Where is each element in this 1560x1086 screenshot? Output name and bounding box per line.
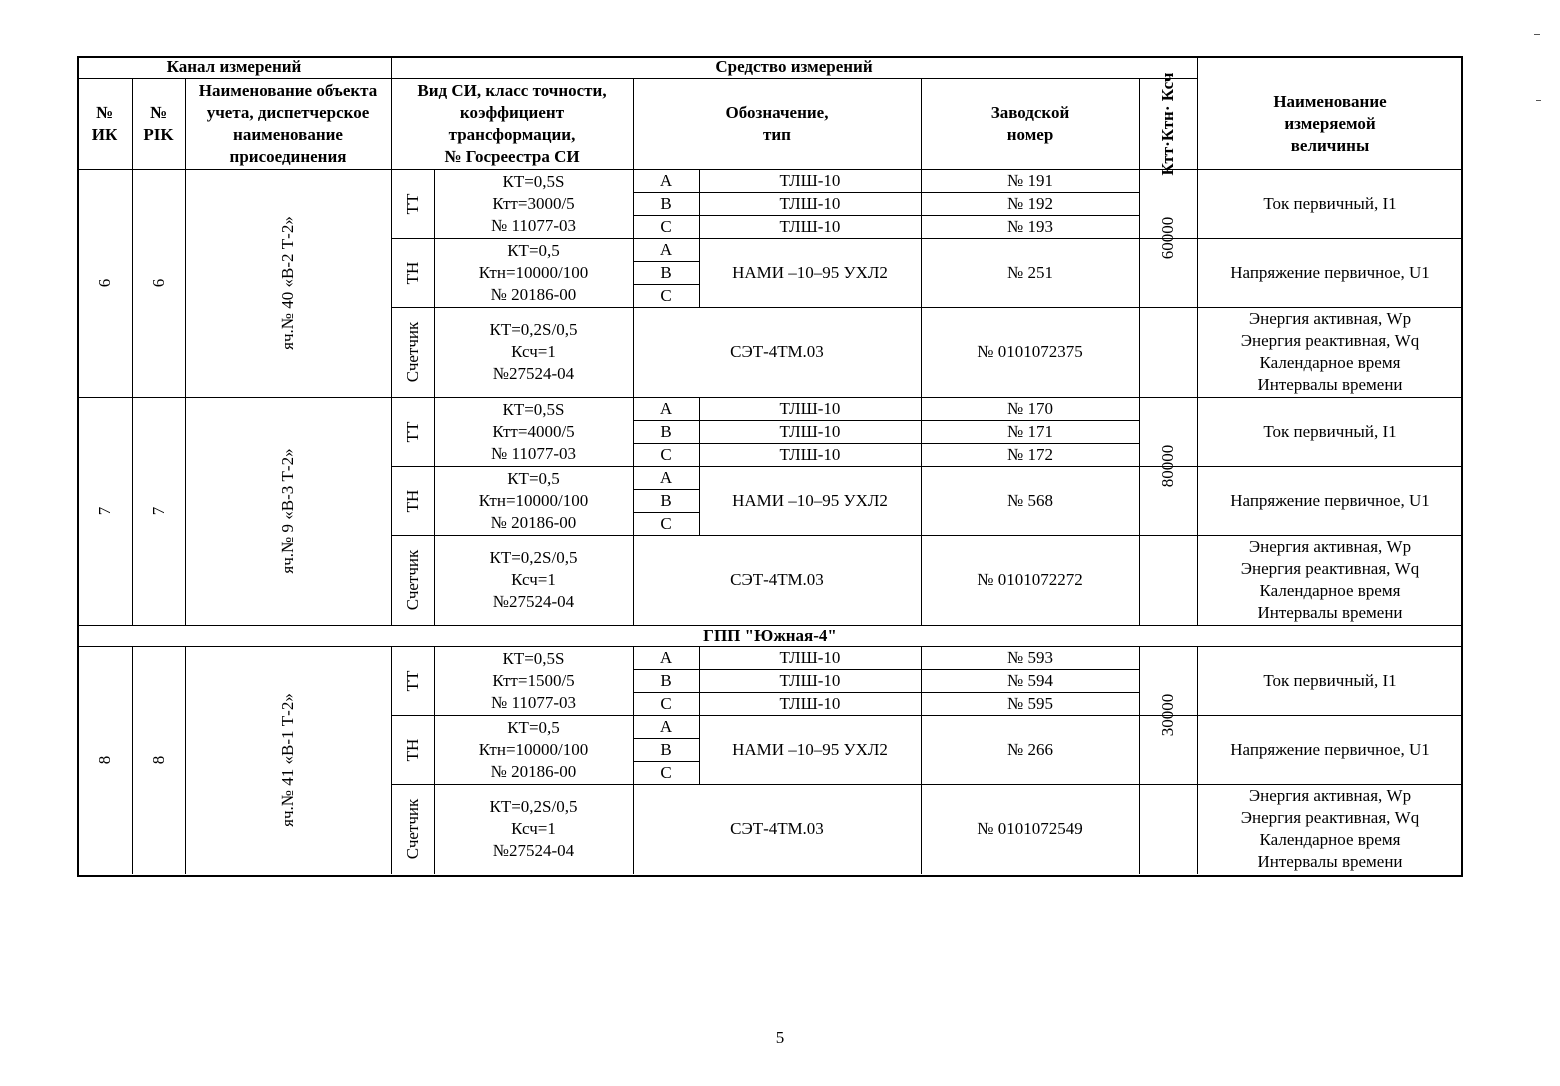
meter-params: КТ=0,2S/0,5 Ксч=1 №27524-04 — [489, 548, 578, 611]
tn-label: ТН — [402, 489, 422, 512]
serial-column-header: Заводской номер — [990, 102, 1070, 144]
device-type-cell: СЭТ-4ТМ.03 — [730, 342, 824, 361]
meter-label: Счетчик — [402, 549, 422, 611]
phase-cell: B — [660, 739, 672, 759]
ik-cell: 7 — [94, 506, 114, 516]
coefficient-cell: 30000 — [1158, 693, 1177, 737]
serial-number-cell: № 266 — [1007, 739, 1053, 759]
ik-cell: 6 — [94, 278, 114, 288]
device-type-cell: НАМИ –10–95 УХЛ2 — [732, 262, 888, 282]
coefficient-cell: 80000 — [1158, 444, 1177, 488]
phase-cell: A — [659, 716, 673, 736]
phase-cell: A — [659, 170, 673, 190]
device-type-cell: ТЛШ-10 — [779, 444, 841, 464]
ik-column-header: № ИК — [91, 102, 118, 144]
serial-number-cell: № 594 — [1007, 670, 1053, 690]
serial-number-cell: № 193 — [1007, 216, 1053, 236]
serial-number-cell: № 595 — [1007, 693, 1053, 713]
serial-number-cell: № 0101072272 — [977, 570, 1083, 589]
device-type-cell: НАМИ –10–95 УХЛ2 — [732, 739, 888, 759]
phase-cell: B — [660, 193, 672, 213]
tt-params: КТ=0,5S Ктт=3000/5 № 11077-03 — [491, 171, 576, 235]
coefficient-column-header: Ктт·Ктн· Ксч — [1158, 72, 1177, 176]
serial-number-cell: № 593 — [1007, 647, 1053, 667]
phase-cell: C — [660, 444, 672, 464]
device-type-cell: ТЛШ-10 — [779, 170, 841, 190]
phase-cell: A — [659, 647, 673, 667]
type-column-header: Вид СИ, класс точности, коэффициент трансформации, № Госреестра СИ — [417, 80, 607, 166]
phase-cell: C — [660, 216, 672, 236]
device-type-cell: СЭТ-4ТМ.03 — [730, 570, 824, 589]
phase-cell: A — [659, 467, 673, 487]
vertical-rule — [1139, 78, 1140, 169]
phase-cell: C — [660, 762, 672, 782]
device-type-cell: ТЛШ-10 — [779, 216, 841, 236]
tn-label: ТН — [402, 738, 422, 761]
pik-cell: 8 — [148, 755, 168, 765]
serial-number-cell: № 568 — [1007, 490, 1053, 510]
phase-cell: A — [659, 398, 673, 418]
phase-cell: C — [660, 285, 672, 305]
section-title-row: ГПП "Южная-4" — [703, 625, 837, 645]
phase-cell: A — [659, 239, 673, 259]
quantity-cell: Напряжение первичное, U1 — [1230, 490, 1430, 510]
horizontal-rule — [77, 875, 1463, 877]
device-type-cell: ТЛШ-10 — [779, 421, 841, 441]
vertical-rule — [77, 56, 79, 876]
device-type-cell: СЭТ-4ТМ.03 — [730, 819, 824, 838]
vertical-rule — [1139, 397, 1140, 625]
vertical-rule — [132, 169, 133, 397]
vertical-rule — [185, 169, 186, 397]
phase-cell: B — [660, 421, 672, 441]
vertical-rule — [1139, 169, 1140, 397]
quantity-column-header: Наименование измеряемой величины — [1273, 91, 1387, 155]
coefficient-cell: 60000 — [1158, 216, 1177, 260]
device-type-cell: ТЛШ-10 — [779, 647, 841, 667]
quantity-cell: Ток первичный, I1 — [1263, 670, 1397, 690]
vertical-rule — [391, 397, 392, 625]
object-name-cell: яч.№ 41 «В-1 Т-2» — [278, 693, 297, 827]
vertical-rule — [1139, 646, 1140, 874]
phase-cell: B — [660, 670, 672, 690]
quantity-cell: Напряжение первичное, U1 — [1230, 262, 1430, 282]
pik-cell: 7 — [148, 506, 168, 516]
ik-cell: 8 — [94, 755, 114, 765]
quantity-cell: Энергия активная, Wp Энергия реактивная, Wq Календарное время Интервалы времени — [1240, 309, 1420, 394]
meter-label: Счетчик — [402, 798, 422, 860]
tt-params: КТ=0,5S Ктт=4000/5 № 11077-03 — [491, 399, 576, 463]
device-type-cell: ТЛШ-10 — [779, 193, 841, 213]
device-type-cell: ТЛШ-10 — [779, 693, 841, 713]
vertical-rule — [185, 397, 186, 625]
quantity-cell: Ток первичный, I1 — [1263, 421, 1397, 441]
tt-label: ТТ — [402, 193, 422, 214]
object-name-cell: яч.№ 9 «В-3 Т-2» — [278, 448, 297, 574]
scan-mark — [1534, 34, 1540, 35]
serial-number-cell: № 172 — [1007, 444, 1053, 464]
object-column-header: Наименование объекта учета, диспетчерское наименование присоединения — [198, 80, 378, 166]
tt-label: ТТ — [402, 670, 422, 691]
tn-params: КТ=0,5 Ктн=10000/100 № 20186-00 — [478, 717, 589, 781]
pik-cell: 6 — [148, 278, 168, 288]
serial-number-cell: № 0101072375 — [977, 342, 1083, 361]
tn-label: ТН — [402, 261, 422, 284]
channel-group-header: Канал измерений — [166, 57, 302, 76]
meter-params: КТ=0,2S/0,5 Ксч=1 №27524-04 — [489, 320, 578, 383]
vertical-rule — [132, 646, 133, 874]
vertical-rule — [185, 646, 186, 874]
serial-number-cell: № 192 — [1007, 193, 1053, 213]
serial-number-cell: № 170 — [1007, 398, 1053, 418]
object-name-cell: яч.№ 40 «В-2 Т-2» — [278, 216, 297, 350]
quantity-cell: Ток первичный, I1 — [1263, 193, 1397, 213]
serial-number-cell: № 251 — [1007, 262, 1053, 282]
scan-mark — [1536, 100, 1541, 101]
device-group-header: Средство измерений — [715, 57, 873, 76]
quantity-cell: Энергия активная, Wp Энергия реактивная, Wq Календарное время Интервалы времени — [1240, 786, 1420, 871]
measurement-channels-table — [77, 56, 1463, 876]
serial-number-cell: № 171 — [1007, 421, 1053, 441]
meter-label: Счетчик — [402, 321, 422, 383]
quantity-cell: Энергия активная, Wp Энергия реактивная, Wq Календарное время Интервалы времени — [1240, 537, 1420, 622]
phase-cell: C — [660, 513, 672, 533]
phase-cell: B — [660, 490, 672, 510]
device-type-cell: ТЛШ-10 — [779, 398, 841, 418]
device-type-cell: НАМИ –10–95 УХЛ2 — [732, 490, 888, 510]
quantity-cell: Напряжение первичное, U1 — [1230, 739, 1430, 759]
tt-params: КТ=0,5S Ктт=1500/5 № 11077-03 — [491, 648, 576, 712]
tt-label: ТТ — [402, 421, 422, 442]
serial-number-cell: № 0101072549 — [977, 819, 1083, 838]
vertical-rule — [391, 169, 392, 397]
vertical-rule — [132, 397, 133, 625]
phase-cell: B — [660, 262, 672, 282]
meter-params: КТ=0,2S/0,5 Ксч=1 №27524-04 — [489, 797, 578, 860]
serial-number-cell: № 191 — [1007, 170, 1053, 190]
designation-column-header: Обозначение, тип — [725, 102, 829, 144]
tn-params: КТ=0,5 Ктн=10000/100 № 20186-00 — [478, 240, 589, 304]
pik-column-header: № PIK — [143, 102, 174, 144]
page-number: 5 — [775, 1028, 785, 1047]
device-type-cell: ТЛШ-10 — [779, 670, 841, 690]
phase-cell: C — [660, 693, 672, 713]
vertical-rule — [391, 646, 392, 874]
tn-params: КТ=0,5 Ктн=10000/100 № 20186-00 — [478, 468, 589, 532]
